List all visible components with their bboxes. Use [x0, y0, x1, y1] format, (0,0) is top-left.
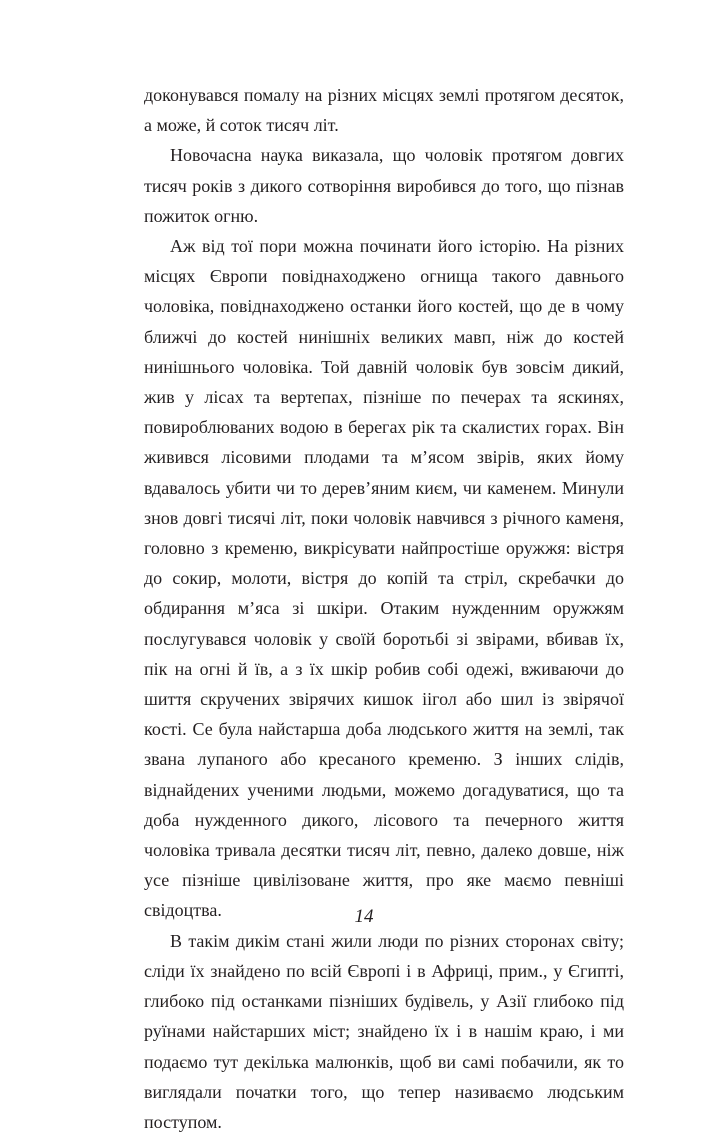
page-number: 14	[354, 906, 374, 927]
paragraph-2: Новочасна наука виказала, що чоловік протягом довгих тисяч років з дикого сотворіння виробився до того, що пізнав пожиток огню.	[144, 145, 624, 226]
paragraph-1: доконувався помалу на різних місцях землі протягом десяток, а може, й соток тисяч літ.	[144, 85, 624, 136]
paragraph-3: Аж від тої пори можна починати його історію. На різних місцях Європи повіднаходжено огнища такого давнього чоловіка, повіднаходжено останки його костей, що де в чому ближчі до костей нинішніх великих мавп, ніж до костей нинішнього чоловіка. Той давній чоловік був зовсім дикий, жив у лісах та вертепах, пізніше по печерах та яскинях, повироблюваних водою в берегах рік та скалистих горах. Він живився лісовими плодами та м’ясом звірів, яких йому вдавалось убити чи то дерев’яним києм, чи каменем. Минули знов довгі тисячі літ, поки чоловік навчився з річного каменя, головно з кременю, викрісувати найпростіше оружжя: вістря до сокир, молоти, вістря до копій та стріл, скребачки до обдирання м’яса зі шкіри. Отаким нужденним оружжям послугувався чоловік у своїй боротьбі зі звірами, вбивав їх, пік на огні й їв, а з їх шкір робив собі одежі, вживаючи до шиття скручених звірячих кишок іігол або шил із звірячої кості. Се була найстарша доба людського життя на землі, так звана лупаного або кресаного кременю. З інших слідів, віднайдених ученими людьми, можемо догадуватися, що та доба нужденного дикого, лісового та печерного життя чоловіка тривала десятки тисяч літ, певно, далеко довше, ніж усе пізніше цивілізоване життя, про яке маємо певніші свідоцтва.	[144, 236, 624, 921]
body-text	[144, 80, 624, 1137]
paragraph-4: В такім дикім стані жили люди по різних сторонах світу; сліди їх знайдено по всій Європі і в Африці, прим., у Єгипті, глибоко під останками пізніших будівель, у Азії глибоко під руїнами найстарших міст; знайдено їх і в нашім краю, і ми подаємо тут декілька малюнків, щоб ви самі побачили, як то виглядали початки того, що тепер називаємо людським поступом.	[144, 930, 624, 1132]
